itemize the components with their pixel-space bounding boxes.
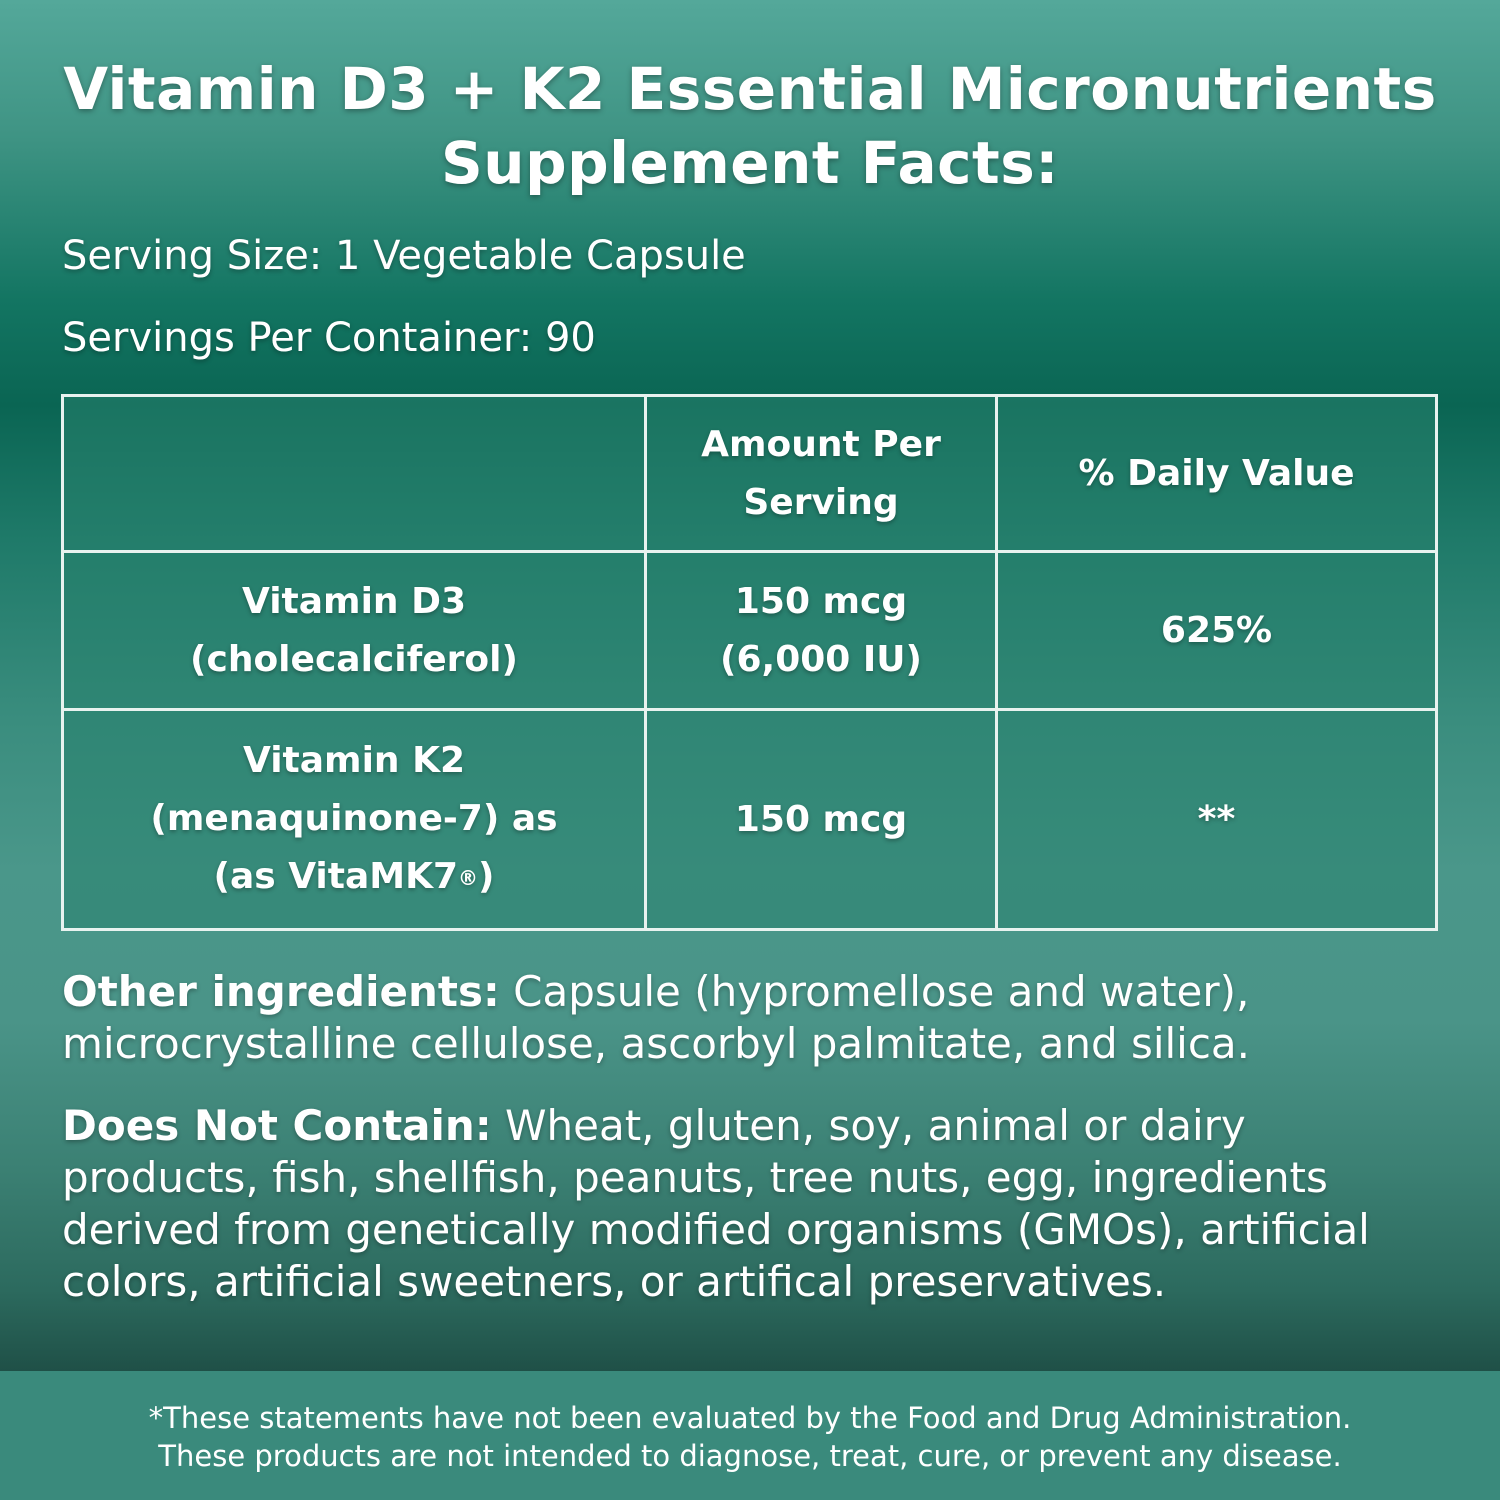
ingredient-daily-value: **	[997, 710, 1437, 930]
ingredient-amount	[646, 552, 997, 710]
ingredient-name-line-3	[64, 848, 644, 907]
registered-mark: ®	[458, 866, 479, 890]
ingredient-name	[63, 552, 646, 710]
header-amount-line-1: Amount Per	[701, 423, 941, 465]
page-title	[0, 52, 1500, 200]
table-header-row	[63, 396, 1437, 552]
header-amount	[646, 396, 997, 552]
table-row	[63, 710, 1437, 930]
header-amount-line-2: Serving	[743, 481, 899, 523]
does-not-contain-label: Does Not Contain:	[62, 1101, 492, 1150]
ingredient-amount-line-1: 150 mcg	[734, 580, 908, 622]
other-ingredients	[62, 966, 1442, 1070]
does-not-contain	[62, 1100, 1442, 1308]
table-row	[63, 552, 1437, 710]
ingredient-name-line-1: Vitamin D3	[241, 580, 466, 622]
does-not-contain-text: Wheat, gluten, soy, animal or dairy products, fish, shellfish, peanuts, tree nuts, egg, ingredients derived from genetically modified organisms (GMOs), artificial colors, artificial sweetners, or artifical preservatives.	[62, 1101, 1370, 1306]
serving-size: Serving Size: 1 Vegetable Capsule	[62, 233, 746, 279]
other-ingredients-text: Capsule (hypromellose and water), microcrystalline cellulose, ascorbyl palmitate, and silica.	[62, 967, 1251, 1068]
disclaimer-text	[0, 1399, 1500, 1475]
ingredient-name-line-3-text: (as VitaMK7	[213, 856, 459, 897]
other-ingredients-label: Other ingredients:	[62, 967, 500, 1016]
supplement-facts-table	[61, 394, 1438, 931]
ingredient-name-line-2: (menaquinone-7) as	[150, 798, 558, 839]
ingredient-name	[63, 710, 646, 930]
ingredient-amount-line-2: (6,000 IU)	[720, 638, 922, 680]
ingredient-amount: 150 mcg	[646, 710, 997, 930]
disclaimer-footer	[0, 1371, 1500, 1500]
title-line-1: Vitamin D3 + K2 Essential Micronutrients	[63, 55, 1437, 123]
header-ingredient	[63, 396, 646, 552]
title-line-2: Supplement Facts:	[441, 129, 1059, 197]
header-daily-value: % Daily Value	[997, 396, 1437, 552]
ingredient-daily-value: 625%	[997, 552, 1437, 710]
disclaimer-line-1: *These statements have not been evaluated by the Food and Drug Administration.	[148, 1401, 1352, 1435]
servings-per-container: Servings Per Container: 90	[62, 315, 596, 361]
ingredient-name-line-3-end: )	[478, 856, 495, 897]
ingredient-name-line-1: Vitamin K2	[242, 740, 466, 781]
disclaimer-line-2: These products are not intended to diagnose, treat, cure, or prevent any disease.	[158, 1439, 1342, 1473]
ingredient-name-line-2: (cholecalciferol)	[190, 638, 518, 680]
